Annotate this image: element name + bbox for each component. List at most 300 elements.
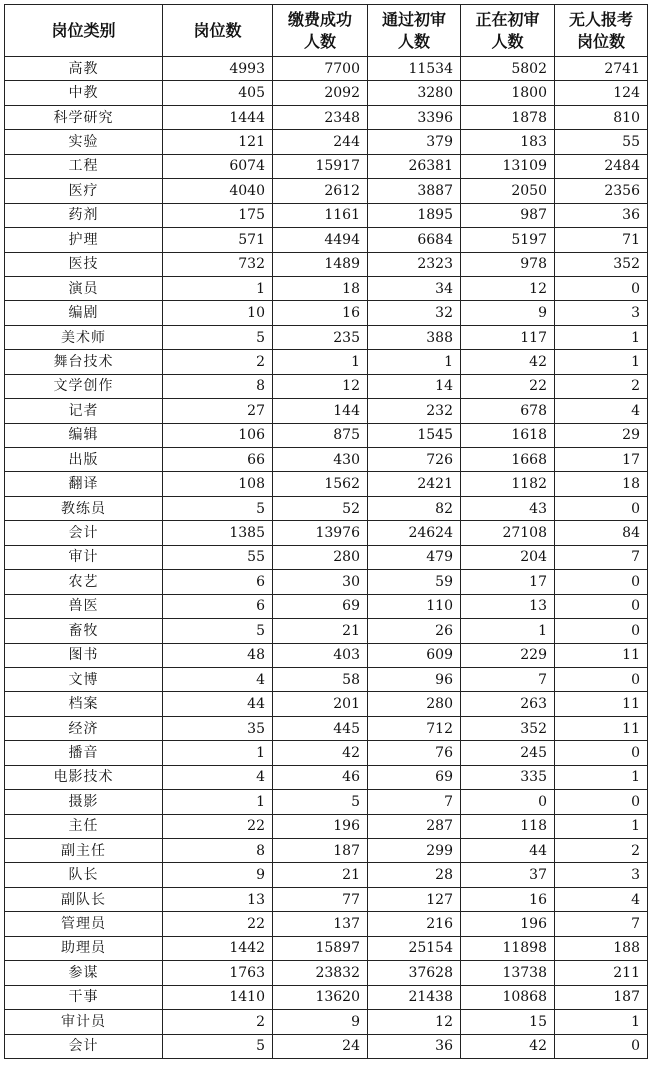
header-text: 岗位类别 — [51, 20, 116, 40]
under-review-cell: 11898 — [461, 936, 555, 960]
passed-review-cell: 32 — [368, 301, 461, 325]
paid-count-cell: 5 — [273, 790, 368, 814]
position-count-cell: 1442 — [163, 936, 273, 960]
table-row — [5, 716, 648, 740]
passed-review-cell: 76 — [368, 741, 461, 765]
passed-review-cell: 69 — [368, 765, 461, 789]
header-passed-review-count — [368, 5, 461, 57]
header-text: 无人报考 — [568, 9, 633, 29]
position-count-cell: 108 — [163, 472, 273, 496]
category-cell: 科学研究 — [5, 105, 163, 129]
table-row — [5, 936, 648, 960]
position-count-cell: 66 — [163, 448, 273, 472]
position-count-cell: 1763 — [163, 961, 273, 985]
paid-count-cell: 280 — [273, 545, 368, 569]
category-cell: 播音 — [5, 741, 163, 765]
no-applicant-cell: 124 — [555, 81, 648, 105]
no-applicant-cell: 1 — [555, 1010, 648, 1034]
category-cell: 医技 — [5, 252, 163, 276]
category-cell: 图书 — [5, 643, 163, 667]
passed-review-cell: 82 — [368, 496, 461, 520]
under-review-cell: 5197 — [461, 228, 555, 252]
no-applicant-cell: 1 — [555, 765, 648, 789]
table-body — [5, 57, 648, 1059]
under-review-cell: 44 — [461, 839, 555, 863]
header-row — [5, 5, 648, 57]
header-text: 正在初审 — [475, 9, 540, 29]
no-applicant-cell: 3 — [555, 301, 648, 325]
category-cell: 管理员 — [5, 912, 163, 936]
table-row — [5, 863, 648, 887]
passed-review-cell: 36 — [368, 1034, 461, 1058]
header-text: 人数 — [397, 31, 430, 51]
paid-count-cell: 1489 — [273, 252, 368, 276]
passed-review-cell: 26381 — [368, 154, 461, 178]
under-review-cell: 7 — [461, 667, 555, 691]
under-review-cell: 118 — [461, 814, 555, 838]
header-under-review-count — [461, 5, 555, 57]
category-cell: 会计 — [5, 521, 163, 545]
passed-review-cell: 37628 — [368, 961, 461, 985]
position-count-cell: 571 — [163, 228, 273, 252]
category-cell: 兽医 — [5, 594, 163, 618]
paid-count-cell: 16 — [273, 301, 368, 325]
under-review-cell: 27108 — [461, 521, 555, 545]
under-review-cell: 229 — [461, 643, 555, 667]
passed-review-cell: 6684 — [368, 228, 461, 252]
category-cell: 工程 — [5, 154, 163, 178]
paid-count-cell: 1161 — [273, 203, 368, 227]
table-row — [5, 423, 648, 447]
paid-count-cell: 445 — [273, 716, 368, 740]
passed-review-cell: 110 — [368, 594, 461, 618]
paid-count-cell: 403 — [273, 643, 368, 667]
table-row — [5, 887, 648, 911]
paid-count-cell: 58 — [273, 667, 368, 691]
passed-review-cell: 26 — [368, 619, 461, 643]
under-review-cell: 0 — [461, 790, 555, 814]
table-row — [5, 399, 648, 423]
under-review-cell: 678 — [461, 399, 555, 423]
position-count-cell: 5 — [163, 619, 273, 643]
under-review-cell: 2050 — [461, 179, 555, 203]
table-row — [5, 1034, 648, 1058]
no-applicant-cell: 84 — [555, 521, 648, 545]
table-row — [5, 667, 648, 691]
paid-count-cell: 52 — [273, 496, 368, 520]
position-count-cell: 2 — [163, 350, 273, 374]
no-applicant-cell: 810 — [555, 105, 648, 129]
paid-count-cell: 46 — [273, 765, 368, 789]
header-text: 岗位数 — [576, 31, 625, 51]
header-position-count — [163, 5, 273, 57]
paid-count-cell: 2348 — [273, 105, 368, 129]
under-review-cell: 22 — [461, 374, 555, 398]
category-cell: 实验 — [5, 130, 163, 154]
statistics-table — [4, 4, 648, 1059]
category-cell: 经济 — [5, 716, 163, 740]
header-text: 人数 — [491, 31, 524, 51]
position-count-cell: 8 — [163, 839, 273, 863]
no-applicant-cell: 4 — [555, 887, 648, 911]
paid-count-cell: 137 — [273, 912, 368, 936]
category-cell: 药剂 — [5, 203, 163, 227]
position-count-cell: 4 — [163, 765, 273, 789]
category-cell: 翻译 — [5, 472, 163, 496]
passed-review-cell: 127 — [368, 887, 461, 911]
no-applicant-cell: 1 — [555, 814, 648, 838]
position-count-cell: 22 — [163, 814, 273, 838]
under-review-cell: 10868 — [461, 985, 555, 1009]
passed-review-cell: 11534 — [368, 57, 461, 81]
category-cell: 美术师 — [5, 325, 163, 349]
table-row — [5, 276, 648, 300]
header-no-applicant-positions — [555, 5, 648, 57]
under-review-cell: 42 — [461, 350, 555, 374]
position-count-cell: 732 — [163, 252, 273, 276]
under-review-cell: 43 — [461, 496, 555, 520]
under-review-cell: 9 — [461, 301, 555, 325]
paid-count-cell: 77 — [273, 887, 368, 911]
no-applicant-cell: 0 — [555, 790, 648, 814]
category-cell: 文学创作 — [5, 374, 163, 398]
passed-review-cell: 24624 — [368, 521, 461, 545]
table-row — [5, 350, 648, 374]
table-row — [5, 692, 648, 716]
category-cell: 副主任 — [5, 839, 163, 863]
passed-review-cell: 1 — [368, 350, 461, 374]
no-applicant-cell: 7 — [555, 545, 648, 569]
passed-review-cell: 21438 — [368, 985, 461, 1009]
position-count-cell: 405 — [163, 81, 273, 105]
passed-review-cell: 1895 — [368, 203, 461, 227]
category-cell: 档案 — [5, 692, 163, 716]
table-row — [5, 81, 648, 105]
paid-count-cell: 30 — [273, 570, 368, 594]
position-count-cell: 48 — [163, 643, 273, 667]
passed-review-cell: 1545 — [368, 423, 461, 447]
under-review-cell: 37 — [461, 863, 555, 887]
passed-review-cell: 609 — [368, 643, 461, 667]
table-row — [5, 448, 648, 472]
no-applicant-cell: 7 — [555, 912, 648, 936]
paid-count-cell: 2092 — [273, 81, 368, 105]
position-count-cell: 106 — [163, 423, 273, 447]
table-row — [5, 179, 648, 203]
under-review-cell: 42 — [461, 1034, 555, 1058]
position-count-cell: 6074 — [163, 154, 273, 178]
table-row — [5, 765, 648, 789]
position-count-cell: 9 — [163, 863, 273, 887]
paid-count-cell: 13976 — [273, 521, 368, 545]
position-count-cell: 22 — [163, 912, 273, 936]
position-count-cell: 5 — [163, 1034, 273, 1058]
under-review-cell: 15 — [461, 1010, 555, 1034]
header-position-category — [5, 5, 163, 57]
category-cell: 主任 — [5, 814, 163, 838]
passed-review-cell: 25154 — [368, 936, 461, 960]
position-count-cell: 1 — [163, 741, 273, 765]
header-text: 缴费成功 — [287, 9, 352, 29]
table-row — [5, 1010, 648, 1034]
under-review-cell: 13738 — [461, 961, 555, 985]
category-cell: 舞台技术 — [5, 350, 163, 374]
paid-count-cell: 12 — [273, 374, 368, 398]
under-review-cell: 5802 — [461, 57, 555, 81]
header-paid-count — [273, 5, 368, 57]
passed-review-cell: 216 — [368, 912, 461, 936]
paid-count-cell: 13620 — [273, 985, 368, 1009]
header-text: 通过初审 — [381, 9, 446, 29]
paid-count-cell: 9 — [273, 1010, 368, 1034]
under-review-cell: 335 — [461, 765, 555, 789]
no-applicant-cell: 2 — [555, 839, 648, 863]
category-cell: 电影技术 — [5, 765, 163, 789]
category-cell: 农艺 — [5, 570, 163, 594]
no-applicant-cell: 18 — [555, 472, 648, 496]
under-review-cell: 1800 — [461, 81, 555, 105]
paid-count-cell: 875 — [273, 423, 368, 447]
position-count-cell: 13 — [163, 887, 273, 911]
table-row — [5, 374, 648, 398]
paid-count-cell: 23832 — [273, 961, 368, 985]
position-count-cell: 1 — [163, 790, 273, 814]
table-row — [5, 985, 648, 1009]
paid-count-cell: 21 — [273, 863, 368, 887]
category-cell: 出版 — [5, 448, 163, 472]
under-review-cell: 12 — [461, 276, 555, 300]
category-cell: 教练员 — [5, 496, 163, 520]
table-row — [5, 741, 648, 765]
category-cell: 演员 — [5, 276, 163, 300]
no-applicant-cell: 352 — [555, 252, 648, 276]
position-count-cell: 6 — [163, 570, 273, 594]
category-cell: 干事 — [5, 985, 163, 1009]
no-applicant-cell: 17 — [555, 448, 648, 472]
category-cell: 会计 — [5, 1034, 163, 1058]
passed-review-cell: 96 — [368, 667, 461, 691]
under-review-cell: 987 — [461, 203, 555, 227]
under-review-cell: 352 — [461, 716, 555, 740]
paid-count-cell: 4494 — [273, 228, 368, 252]
category-cell: 审计员 — [5, 1010, 163, 1034]
table-row — [5, 130, 648, 154]
under-review-cell: 183 — [461, 130, 555, 154]
table-row — [5, 301, 648, 325]
passed-review-cell: 59 — [368, 570, 461, 594]
position-count-cell: 1444 — [163, 105, 273, 129]
paid-count-cell: 15897 — [273, 936, 368, 960]
no-applicant-cell: 0 — [555, 667, 648, 691]
paid-count-cell: 187 — [273, 839, 368, 863]
position-count-cell: 55 — [163, 545, 273, 569]
under-review-cell: 16 — [461, 887, 555, 911]
under-review-cell: 1668 — [461, 448, 555, 472]
under-review-cell: 13 — [461, 594, 555, 618]
position-count-cell: 121 — [163, 130, 273, 154]
no-applicant-cell: 2356 — [555, 179, 648, 203]
under-review-cell: 1 — [461, 619, 555, 643]
category-cell: 中教 — [5, 81, 163, 105]
passed-review-cell: 28 — [368, 863, 461, 887]
position-count-cell: 27 — [163, 399, 273, 423]
paid-count-cell: 196 — [273, 814, 368, 838]
no-applicant-cell: 11 — [555, 716, 648, 740]
table-row — [5, 839, 648, 863]
passed-review-cell: 14 — [368, 374, 461, 398]
category-cell: 护理 — [5, 228, 163, 252]
no-applicant-cell: 211 — [555, 961, 648, 985]
passed-review-cell: 2421 — [368, 472, 461, 496]
no-applicant-cell: 188 — [555, 936, 648, 960]
position-count-cell: 5 — [163, 496, 273, 520]
table-header — [5, 5, 648, 57]
under-review-cell: 117 — [461, 325, 555, 349]
category-cell: 编辑 — [5, 423, 163, 447]
passed-review-cell: 299 — [368, 839, 461, 863]
passed-review-cell: 34 — [368, 276, 461, 300]
no-applicant-cell: 29 — [555, 423, 648, 447]
table-row — [5, 228, 648, 252]
table-row — [5, 472, 648, 496]
table-row — [5, 545, 648, 569]
table-row — [5, 643, 648, 667]
table-row — [5, 105, 648, 129]
passed-review-cell: 232 — [368, 399, 461, 423]
paid-count-cell: 1 — [273, 350, 368, 374]
header-text: 岗位数 — [193, 20, 242, 40]
no-applicant-cell: 4 — [555, 399, 648, 423]
table-row — [5, 814, 648, 838]
table-row — [5, 912, 648, 936]
passed-review-cell: 479 — [368, 545, 461, 569]
no-applicant-cell: 1 — [555, 325, 648, 349]
category-cell: 审计 — [5, 545, 163, 569]
position-count-cell: 4 — [163, 667, 273, 691]
passed-review-cell: 287 — [368, 814, 461, 838]
no-applicant-cell: 0 — [555, 276, 648, 300]
category-cell: 文博 — [5, 667, 163, 691]
no-applicant-cell: 2741 — [555, 57, 648, 81]
passed-review-cell: 3280 — [368, 81, 461, 105]
position-count-cell: 44 — [163, 692, 273, 716]
no-applicant-cell: 0 — [555, 570, 648, 594]
category-cell: 记者 — [5, 399, 163, 423]
under-review-cell: 1618 — [461, 423, 555, 447]
position-count-cell: 4040 — [163, 179, 273, 203]
table-row — [5, 252, 648, 276]
paid-count-cell: 1562 — [273, 472, 368, 496]
position-count-cell: 1385 — [163, 521, 273, 545]
paid-count-cell: 42 — [273, 741, 368, 765]
under-review-cell: 13109 — [461, 154, 555, 178]
table-row — [5, 594, 648, 618]
no-applicant-cell: 1 — [555, 350, 648, 374]
table-row — [5, 790, 648, 814]
paid-count-cell: 235 — [273, 325, 368, 349]
no-applicant-cell: 2484 — [555, 154, 648, 178]
paid-count-cell: 18 — [273, 276, 368, 300]
paid-count-cell: 244 — [273, 130, 368, 154]
passed-review-cell: 2323 — [368, 252, 461, 276]
category-cell: 参谋 — [5, 961, 163, 985]
paid-count-cell: 24 — [273, 1034, 368, 1058]
passed-review-cell: 712 — [368, 716, 461, 740]
passed-review-cell: 3887 — [368, 179, 461, 203]
position-count-cell: 1 — [163, 276, 273, 300]
under-review-cell: 245 — [461, 741, 555, 765]
table-row — [5, 961, 648, 985]
header-text: 人数 — [303, 31, 336, 51]
category-cell: 高教 — [5, 57, 163, 81]
position-count-cell: 8 — [163, 374, 273, 398]
no-applicant-cell: 11 — [555, 643, 648, 667]
no-applicant-cell: 0 — [555, 1034, 648, 1058]
category-cell: 医疗 — [5, 179, 163, 203]
category-cell: 助理员 — [5, 936, 163, 960]
passed-review-cell: 388 — [368, 325, 461, 349]
no-applicant-cell: 11 — [555, 692, 648, 716]
no-applicant-cell: 0 — [555, 741, 648, 765]
table-row — [5, 619, 648, 643]
paid-count-cell: 69 — [273, 594, 368, 618]
table-row — [5, 496, 648, 520]
paid-count-cell: 15917 — [273, 154, 368, 178]
passed-review-cell: 3396 — [368, 105, 461, 129]
no-applicant-cell: 71 — [555, 228, 648, 252]
position-count-cell: 35 — [163, 716, 273, 740]
no-applicant-cell: 2 — [555, 374, 648, 398]
no-applicant-cell: 3 — [555, 863, 648, 887]
category-cell: 副队长 — [5, 887, 163, 911]
under-review-cell: 978 — [461, 252, 555, 276]
category-cell: 队长 — [5, 863, 163, 887]
under-review-cell: 17 — [461, 570, 555, 594]
under-review-cell: 263 — [461, 692, 555, 716]
passed-review-cell: 379 — [368, 130, 461, 154]
under-review-cell: 196 — [461, 912, 555, 936]
category-cell: 编剧 — [5, 301, 163, 325]
under-review-cell: 1878 — [461, 105, 555, 129]
passed-review-cell: 12 — [368, 1010, 461, 1034]
position-count-cell: 4993 — [163, 57, 273, 81]
no-applicant-cell: 0 — [555, 496, 648, 520]
category-cell: 摄影 — [5, 790, 163, 814]
table-row — [5, 154, 648, 178]
position-count-cell: 1410 — [163, 985, 273, 1009]
under-review-cell: 1182 — [461, 472, 555, 496]
no-applicant-cell: 36 — [555, 203, 648, 227]
table-row — [5, 203, 648, 227]
no-applicant-cell: 0 — [555, 594, 648, 618]
paid-count-cell: 2612 — [273, 179, 368, 203]
table-row — [5, 570, 648, 594]
position-count-cell: 2 — [163, 1010, 273, 1034]
no-applicant-cell: 187 — [555, 985, 648, 1009]
paid-count-cell: 144 — [273, 399, 368, 423]
table-row — [5, 325, 648, 349]
table-row — [5, 521, 648, 545]
position-count-cell: 175 — [163, 203, 273, 227]
passed-review-cell: 280 — [368, 692, 461, 716]
category-cell: 畜牧 — [5, 619, 163, 643]
no-applicant-cell: 55 — [555, 130, 648, 154]
paid-count-cell: 430 — [273, 448, 368, 472]
table-row — [5, 57, 648, 81]
passed-review-cell: 726 — [368, 448, 461, 472]
under-review-cell: 204 — [461, 545, 555, 569]
paid-count-cell: 21 — [273, 619, 368, 643]
